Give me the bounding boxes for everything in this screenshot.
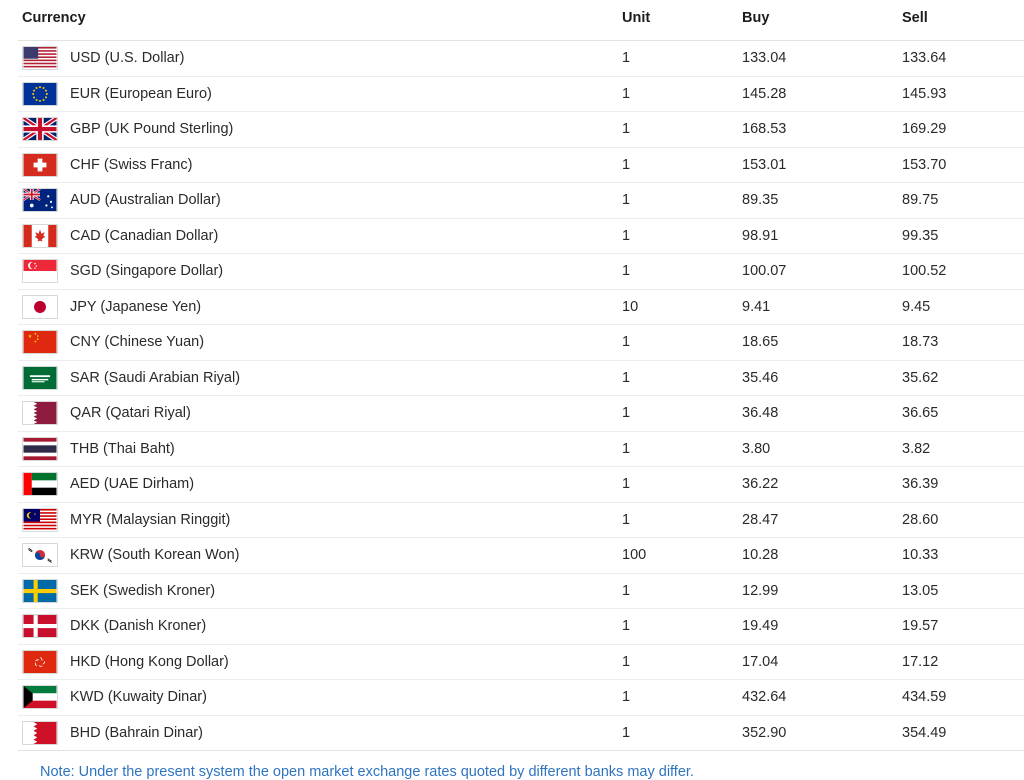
cell-sell: 169.29: [898, 112, 1024, 148]
cell-sell: 99.35: [898, 218, 1024, 254]
currency-name: KWD (Kuwaity Dinar): [70, 689, 207, 705]
cell-sell: 36.39: [898, 467, 1024, 503]
cell-unit: 1: [618, 218, 738, 254]
table-row: [18, 360, 1024, 396]
cell-buy: 98.91: [738, 218, 898, 254]
cell-buy: 18.65: [738, 325, 898, 361]
cell-currency: [18, 112, 618, 148]
cell-unit: 1: [618, 573, 738, 609]
table-row: [18, 183, 1024, 219]
cell-currency: [18, 289, 618, 325]
cell-currency: [18, 183, 618, 219]
cell-buy: 19.49: [738, 609, 898, 645]
column-header-sell: Sell: [898, 0, 1024, 41]
cell-unit: 1: [618, 112, 738, 148]
currency-name: EUR (European Euro): [70, 85, 212, 102]
cell-sell: 145.93: [898, 76, 1024, 112]
cell-buy: 36.22: [738, 467, 898, 503]
column-header-unit: Unit: [618, 0, 738, 41]
cell-unit: 1: [618, 680, 738, 716]
cell-currency: [18, 538, 618, 574]
cell-unit: 1: [618, 396, 738, 432]
flag-sweden-icon: [22, 579, 58, 603]
cell-buy: 145.28: [738, 76, 898, 112]
currency-name: SEK (Swedish Kroner): [70, 582, 216, 599]
currency-name: HKD (Hong Kong Dollar): [70, 653, 229, 670]
cell-buy: 168.53: [738, 112, 898, 148]
flag-denmark-icon: [22, 614, 58, 638]
cell-buy: 35.46: [738, 360, 898, 396]
cell-buy: 100.07: [738, 254, 898, 290]
cell-unit: 1: [618, 431, 738, 467]
cell-currency: [18, 76, 618, 112]
cell-unit: 1: [618, 360, 738, 396]
table-row: [18, 467, 1024, 503]
table-row: [18, 644, 1024, 680]
flag-thailand-icon: [22, 437, 58, 461]
currency-name: DKK (Danish Kroner): [70, 618, 207, 634]
table-row: [18, 396, 1024, 432]
cell-sell: 35.62: [898, 360, 1024, 396]
currency-name: SGD (Singapore Dollar): [70, 263, 224, 279]
cell-buy: 28.47: [738, 502, 898, 538]
currency-name: JPY (Japanese Yen): [70, 298, 202, 315]
flag-switzerland-icon: [22, 153, 58, 177]
currency-name: MYR (Malaysian Ringgit): [70, 511, 231, 528]
cell-unit: 1: [618, 76, 738, 112]
cell-unit: 1: [618, 183, 738, 219]
cell-unit: 1: [618, 325, 738, 361]
flag-bahrain-icon: [22, 721, 58, 745]
cell-currency: [18, 360, 618, 396]
flag-south-korea-icon: [22, 543, 58, 567]
cell-buy: 89.35: [738, 183, 898, 219]
table-row: [18, 502, 1024, 538]
cell-unit: 1: [618, 254, 738, 290]
cell-unit: 1: [618, 715, 738, 751]
cell-sell: 28.60: [898, 502, 1024, 538]
flag-saudi-arabia-icon: [22, 366, 58, 390]
flag-japan-icon: [22, 295, 58, 319]
currency-name: USD (U.S. Dollar): [70, 50, 185, 66]
cell-buy: 12.99: [738, 573, 898, 609]
cell-buy: 432.64: [738, 680, 898, 716]
cell-buy: 3.80: [738, 431, 898, 467]
cell-currency: [18, 573, 618, 609]
cell-buy: 10.28: [738, 538, 898, 574]
flag-canada-icon: [22, 224, 58, 248]
cell-buy: 352.90: [738, 715, 898, 751]
cell-currency: [18, 680, 618, 716]
flag-uk-icon: [22, 117, 58, 141]
cell-unit: 1: [618, 644, 738, 680]
currency-name: SAR (Saudi Arabian Riyal): [70, 369, 241, 386]
cell-sell: 9.45: [898, 289, 1024, 325]
table-header: [18, 0, 1024, 41]
currency-name: AUD (Australian Dollar): [70, 192, 221, 208]
flag-malaysia-icon: [22, 508, 58, 532]
cell-sell: 17.12: [898, 644, 1024, 680]
cell-unit: 100: [618, 538, 738, 574]
cell-unit: 10: [618, 289, 738, 325]
cell-sell: 354.49: [898, 715, 1024, 751]
currency-name: CAD (Canadian Dollar): [70, 227, 219, 244]
cell-currency: [18, 41, 618, 77]
cell-sell: 13.05: [898, 573, 1024, 609]
cell-unit: 1: [618, 467, 738, 503]
currency-name: CHF (Swiss Franc): [70, 156, 193, 173]
table-row: [18, 538, 1024, 574]
exchange-rates-table: [18, 0, 1024, 751]
cell-buy: 133.04: [738, 41, 898, 77]
table-row: [18, 254, 1024, 290]
currency-name: KRW (South Korean Won): [70, 547, 240, 563]
table-row: [18, 609, 1024, 645]
currency-name: QAR (Qatari Riyal): [70, 405, 191, 421]
cell-currency: [18, 396, 618, 432]
cell-unit: 1: [618, 609, 738, 645]
currency-name: THB (Thai Baht): [70, 440, 175, 457]
table-row: [18, 715, 1024, 751]
flag-australia-icon: [22, 188, 58, 212]
table-row: [18, 76, 1024, 112]
table-row: [18, 325, 1024, 361]
flag-qatar-icon: [22, 401, 58, 425]
currency-name: AED (UAE Dirham): [70, 476, 195, 492]
cell-buy: 9.41: [738, 289, 898, 325]
flag-kuwait-icon: [22, 685, 58, 709]
cell-currency: [18, 467, 618, 503]
cell-currency: [18, 147, 618, 183]
column-header-currency: Currency: [18, 0, 618, 41]
table-row: [18, 289, 1024, 325]
table-row: [18, 41, 1024, 77]
cell-unit: 1: [618, 147, 738, 183]
table-row: [18, 573, 1024, 609]
cell-buy: 17.04: [738, 644, 898, 680]
cell-sell: 18.73: [898, 325, 1024, 361]
cell-sell: 133.64: [898, 41, 1024, 77]
flag-usa-icon: [22, 46, 58, 70]
table-row: [18, 218, 1024, 254]
cell-sell: 153.70: [898, 147, 1024, 183]
column-header-buy: Buy: [738, 0, 898, 41]
cell-sell: 100.52: [898, 254, 1024, 290]
cell-unit: 1: [618, 502, 738, 538]
cell-sell: 434.59: [898, 680, 1024, 716]
flag-singapore-icon: [22, 259, 58, 283]
cell-currency: [18, 715, 618, 751]
cell-currency: [18, 254, 618, 290]
flag-china-icon: [22, 330, 58, 354]
cell-sell: 10.33: [898, 538, 1024, 574]
cell-sell: 36.65: [898, 396, 1024, 432]
cell-currency: [18, 431, 618, 467]
cell-buy: 153.01: [738, 147, 898, 183]
flag-hong-kong-icon: [22, 650, 58, 674]
cell-currency: [18, 609, 618, 645]
cell-currency: [18, 502, 618, 538]
cell-sell: 19.57: [898, 609, 1024, 645]
rates-note: Note: Under the present system the open market exchange rates quoted by different banks may differ.: [40, 764, 694, 780]
table-row: [18, 112, 1024, 148]
table-body: [18, 41, 1024, 751]
table-row: [18, 147, 1024, 183]
currency-name: CNY (Chinese Yuan): [70, 334, 205, 350]
flag-eu-icon: [22, 82, 58, 106]
cell-buy: 36.48: [738, 396, 898, 432]
cell-sell: 89.75: [898, 183, 1024, 219]
table-header-row: [18, 0, 1024, 41]
currency-name: GBP (UK Pound Sterling): [70, 121, 234, 137]
cell-currency: [18, 644, 618, 680]
table-row: [18, 431, 1024, 467]
cell-sell: 3.82: [898, 431, 1024, 467]
cell-currency: [18, 325, 618, 361]
currency-name: BHD (Bahrain Dinar): [70, 724, 203, 741]
flag-uae-icon: [22, 472, 58, 496]
cell-currency: [18, 218, 618, 254]
cell-unit: 1: [618, 41, 738, 77]
table-row: [18, 680, 1024, 716]
